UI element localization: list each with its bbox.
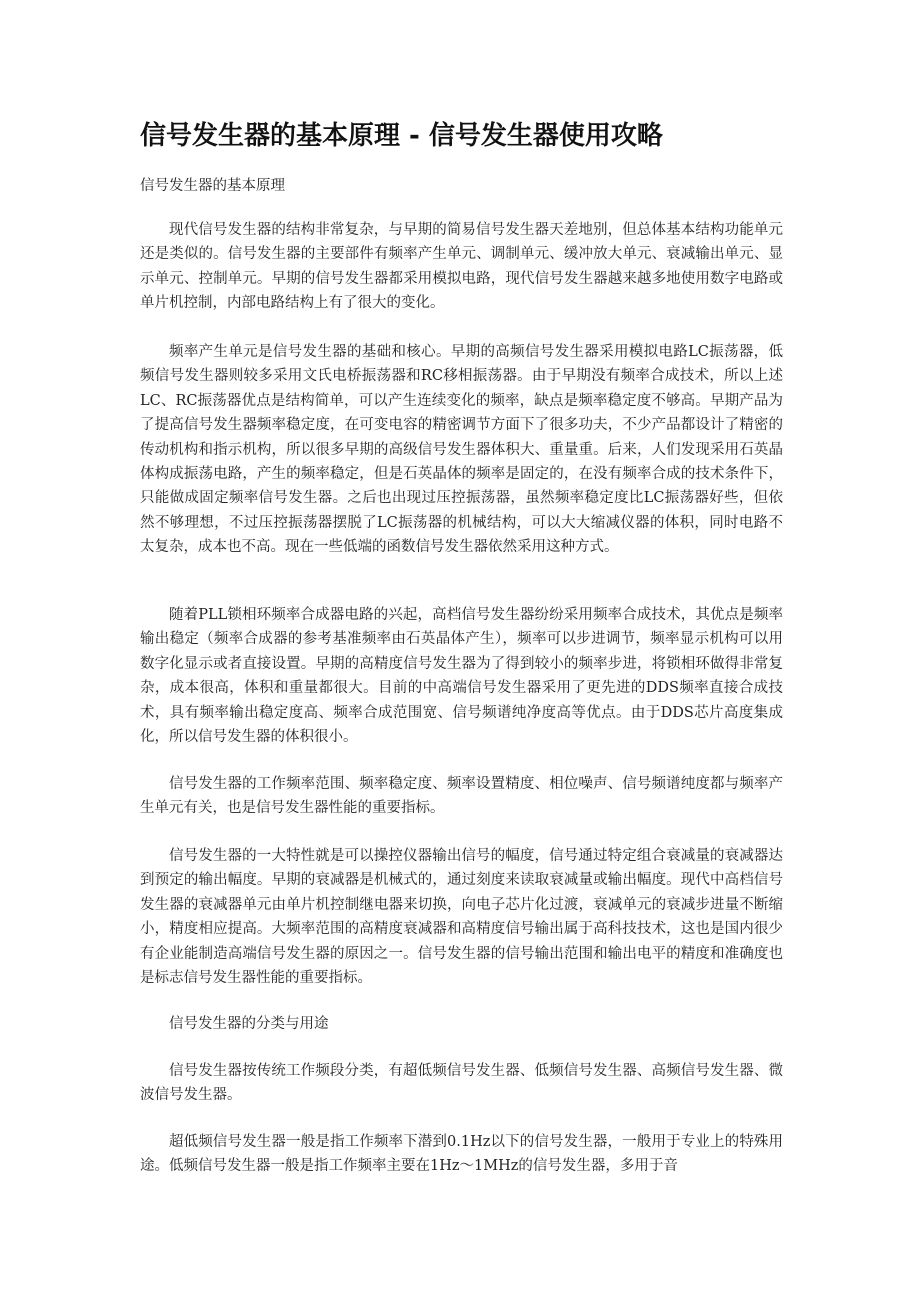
paragraph-pll-dds: 随着PLL锁相环频率合成器电路的兴起，高档信号发生器纷纷采用频率合成技术，其优点是频率输出稳定（频率合成器的参考基准频率由石英晶体产生），频率可以步进调节，频率显示机构可以用数字化显示或者直接设置。早期的高精度信号发生器为了得到较小的频率步进，将锁相环做得非常复杂，成本很高，体积和重量都很大。目前的中高端信号发生器采用了更先进的DDS频率直接合成技术，具有频率输出稳定度高、频率合成范围宽、信号频谱纯净度高等优点。由于DDS芯片高度集成化，所以信号发生器的体积很小。: [140, 607, 783, 746]
paragraph-ultra-low-frequency: 超低频信号发生器一般是指工作频率下潜到0.1Hz以下的信号发生器，一般用于专业上的特殊用途。低频信号发生器一般是指工作频率主要在1Hz～1MHz的信号发生器，多用于音: [140, 1134, 783, 1175]
paragraph-frequency-unit: 频率产生单元是信号发生器的基础和核心。早期的高频信号发生器采用模拟电路LC振荡器，低频信号发生器则较多采用文氏电桥振荡器和RC移相振荡器。由于早期没有频率合成技术，所以上述LC、RC振荡器优点是结构简单，可以产生连续变化的频率，缺点是频率稳定度不够高。早期产品为了提高信号发生器频率稳定度，在可变电容的精密调节方面下了很多功夫，不少产品都设计了精密的传动机构和指示机构，所以很多早期的高级信号发生器体积大、重量重。后来，人们发现采用石英晶体构成振荡电路，产生的频率稳定，但是石英晶体的频率是固定的，在没有频率合成的技术条件下，只能做成固定频率信号发生器。之后也出现过压控振荡器，虽然频率稳定度比LC振荡器好些，但依然不够理想，不过压控振荡器摆脱了LC振荡器的机械结构，可以大大缩减仪器的体积，同时电路不太复杂，成本也不高。现在一些低端的函数信号发生器依然采用这种方式。: [140, 344, 783, 556]
section-heading-principle: 信号发生器的基本原理: [140, 178, 285, 194]
paragraph-attenuator: 信号发生器的一大特性就是可以操控仪器输出信号的幅度，信号通过特定组合衰减量的衰减器达到预定的输出幅度。早期的衰减器是机械式的，通过刻度来读取衰减量或输出幅度。现代中高档信号发生器的衰减器单元由单片机控制继电器来切换，向电子芯片化过渡，衰减单元的衰减步进量不断缩小，精度相应提高。大频率范围的高精度衰减器和高精度信号输出属于高科技技术，这也是国内很少有企业能制造高端信号发生器的原因之一。信号发生器的信号输出范围和输出电平的精度和准确度也是标志信号发生器性能的重要指标。: [140, 848, 783, 987]
document-title: 信号发生器的基本原理 - 信号发生器使用攻略: [140, 121, 663, 151]
paragraph-structure: 现代信号发生器的结构非常复杂，与早期的简易信号发生器天差地别，但总体基本结构功能单元还是类似的。信号发生器的主要部件有频率产生单元、调制单元、缓冲放大单元、衰减输出单元、显示单元、控制单元。早期的信号发生器都采用模拟电路，现代信号发生器越来越多地使用数字电路或单片机控制，内部电路结构上有了很大的变化。: [140, 222, 783, 312]
paragraph-classification: 信号发生器按传统工作频段分类，有超低频信号发生器、低频信号发生器、高频信号发生器、微波信号发生器。: [140, 1063, 783, 1104]
section-heading-classification: 信号发生器的分类与用途: [169, 1016, 329, 1032]
paragraph-performance: 信号发生器的工作频率范围、频率稳定度、频率设置精度、相位噪声、信号频谱纯度都与频率产生单元有关，也是信号发生器性能的重要指标。: [140, 776, 783, 817]
